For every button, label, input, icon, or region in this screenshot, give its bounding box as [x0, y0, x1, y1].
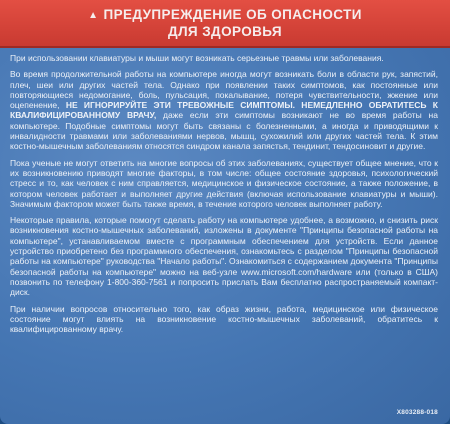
- paragraph-symptoms-end: даже если эти симптомы возникают не во время работы на компьютере. Подобные симптомы могут быть связаны с болезненными, а иногда и приводящими к инвалидности травмами или заболеваниями нервов, мышц, сухожилий или других частей тела. К этим костно-мышечным заболеваниям относятся синдром канала запястья, тендинит, тендосиновит и другие.: [10, 110, 438, 152]
- banner-title-text: ПРЕДУПРЕЖДЕНИЕ ОБ ОПАСНОСТИ: [103, 7, 362, 22]
- paragraph-factors: Пока ученые не могут ответить на многие вопросы об этих заболеваниях, существует общее мнение, что к их возникновению приводят многие факторы, в том числе: общее состояние здоровья, психологический стресс и то, как человек с ним справляется, медицинское и физическое состояние, а также положение, в котором человек работает и выполняет другие действия (включая использование клавиатуры и мыши). Значимым фактором может быть также время, в течение которого человек выполняет работу.: [10, 157, 438, 209]
- paragraph-guidelines: Некоторые правила, которые помогут сделать работу на компьютере удобнее, а возможно, и снизить риск возникновения костно-мышечных заболеваний, изложены в документе "Принципы безопасной работы на компьютере", устанавливаемом вместе с программным обеспечением для устройств. Если данное устройство приобретено без программного обеспечения, ознакомьтесь с разделом "Принципы безопасной работы на компьютере" руководства "Начало работы". Ознакомиться с содержанием документа "Принципы безопасной работы на компьютере" можно на веб-узле www.microsoft.com/hardware или (только в США) позвонить по телефону 1-800-360-7561 и попросить прислать Вам бесплатно распространяемый компакт-диск.: [10, 215, 438, 298]
- paragraph-symptoms: [10, 69, 438, 151]
- warning-body: [10, 53, 438, 341]
- paragraph-consult: При наличии вопросов относительно того, как образ жизни, работа, медицинское или физическое состояние могут влиять на возникновение костно-мышечных заболеваний, обратитесь к квалифицированному врачу.: [10, 303, 438, 335]
- paragraph-symptoms-start: Во время продолжительной работы на компьютере иногда могут возникать боли в области рук, запястий, плеч, шеи или других частей тела. Однако при появлении таких симптомов, как постоянные или повторяющиеся недомогание, боль, пульсация, покалывание, потеря чувствительности, жжение или оцепенение,: [10, 69, 438, 111]
- warning-banner: [0, 0, 450, 48]
- banner-title-line2: ДЛЯ ЗДОРОВЬЯ: [168, 24, 282, 39]
- banner-title-line1: [0, 7, 450, 22]
- paragraph-symptoms-emphasis: НЕ ИГНОРИРУЙТЕ ЭТИ ТРЕВОЖНЫЕ СИМПТОМЫ. НЕМЕДЛЕННО ОБРАТИТЕСЬ К КВАЛИФИЦИРОВАННОМУ ВРАЧУ,: [10, 100, 438, 121]
- part-code: X803288-018: [396, 409, 438, 416]
- paragraph-intro: При использовании клавиатуры и мыши могут возникать серьезные травмы или заболевания.: [10, 53, 384, 63]
- warning-triangle-icon: ▲: [88, 10, 99, 21]
